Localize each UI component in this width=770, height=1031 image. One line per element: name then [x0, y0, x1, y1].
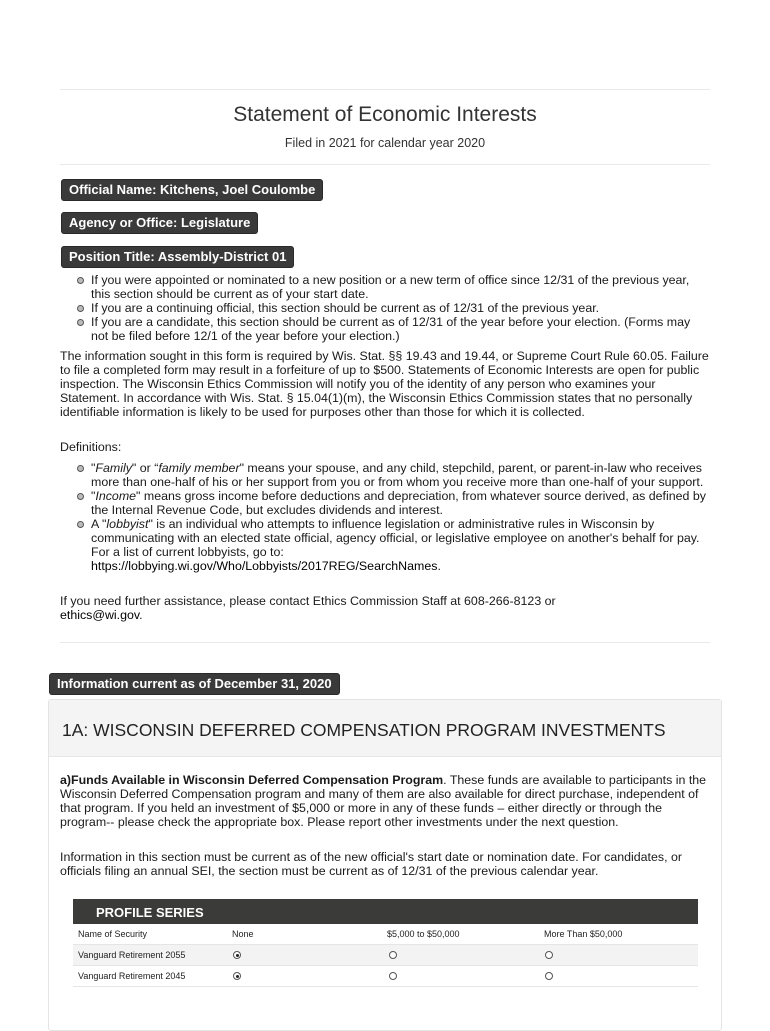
definition-income: "Income" means gross income before deductions and depreciation, from whatever source derived, as defined by the Internal Revenue Code, but excludes dividends and interest. — [60, 489, 710, 517]
currency-note: Information in this section must be current as of the new official's start date or nomination date. For candidates, or officials filing an annual SEI, the section must be current as of 12/31 of the previous calendar year. — [60, 850, 682, 878]
radio-5000-to-50000[interactable] — [389, 951, 397, 959]
definitions-list — [60, 461, 710, 573]
bullet-icon — [77, 493, 84, 500]
definitions-label: Definitions: — [60, 440, 122, 454]
radio-none[interactable] — [233, 972, 241, 980]
section-divider — [60, 642, 710, 643]
bullet-icon — [77, 305, 84, 312]
column-header: More Than $50,000 — [544, 929, 623, 939]
definition-lobbyist: A "lobbyist" is an individual who attempts to influence legislation or administrative rules in Wisconsin by communicating with an elected state official, agency official, or legislative employee on another's behalf for pay. For a list of current lobbyists, go to: https://lobbying.wi.gov/Who/Lobbyists/2017REG/SearchNames. — [60, 517, 710, 573]
bullet-icon — [77, 521, 84, 528]
radio-none[interactable] — [233, 951, 241, 959]
part-a-description: a)Funds Available in Wisconsin Deferred Compensation Program. These funds are available to participants in the Wisconsin Deferred Compensation program and many of them are also available for direct purchase, independent of that program. If you held an investment of $5,000 or more in any of these funds – either directly or through the program-- please check the appropriate box. Please report other investments under the next question. — [60, 773, 707, 829]
ethics-email-link[interactable]: ethics@wi.gov — [60, 608, 140, 622]
column-header: $5,000 to $50,000 — [387, 929, 460, 939]
list-item — [60, 301, 710, 315]
column-header: None — [232, 929, 254, 939]
top-divider — [60, 89, 710, 90]
term-family-member: family member — [158, 461, 240, 475]
info-current-tag: Information current as of December 31, 2020 — [50, 674, 339, 694]
section-1a-header — [49, 700, 721, 757]
assistance-note: If you need further assistance, please contact Ethics Commission Staff at 608-266-8123 or ethics@wi.gov. — [60, 594, 556, 622]
term-family: Family — [95, 461, 132, 475]
list-item — [60, 315, 710, 343]
bullet-icon — [77, 319, 84, 326]
legal-notice: The information sought in this form is required by Wis. Stat. §§ 19.43 and 19.44, or Supreme Court Rule 60.05. Failure to file a completed form may result in a forfeiture of up to $500. Statements of Economic Interests are open for public inspection. The Wisconsin Ethics Commission will notify you of the identity of any person who examines your Statement. In accordance with Wis. Stat. § 15.04(1)(m), the Wisconsin Ethics Commission states that no personally identifiable information is likely to be used for purposes other than those for which it is collected. — [60, 349, 709, 419]
radio-more-than-50000[interactable] — [545, 972, 553, 980]
currency-rules-list — [60, 273, 710, 343]
security-name: Vanguard Retirement 2045 — [78, 971, 186, 981]
radio-more-than-50000[interactable] — [545, 951, 553, 959]
agency-tag: Agency or Office: Legislature — [62, 213, 257, 233]
profile-series-table — [73, 899, 698, 987]
column-header: Name of Security — [78, 929, 148, 939]
table-header-row — [73, 924, 698, 945]
rule-text: If you were appointed or nominated to a new position or a new term of office since 12/31 of the previous year, this section should be current as of your start date. — [91, 273, 690, 301]
security-name: Vanguard Retirement 2055 — [78, 950, 186, 960]
table-row — [73, 966, 698, 987]
table-row — [73, 945, 698, 966]
position-tag: Position Title: Assembly-District 01 — [62, 247, 293, 267]
section-1a-heading: 1A: WISCONSIN DEFERRED COMPENSATION PROGRAM INVESTMENTS — [62, 720, 666, 740]
bullet-icon — [77, 465, 84, 472]
term-income: Income — [95, 489, 137, 503]
table-title: PROFILE SERIES — [73, 899, 698, 924]
official-name-tag: Official Name: Kitchens, Joel Coulombe — [62, 180, 322, 200]
radio-5000-to-50000[interactable] — [389, 972, 397, 980]
list-item — [60, 273, 710, 301]
lobbyist-list-link[interactable]: https://lobbying.wi.gov/Who/Lobbyists/2017REG/SearchNames — [91, 559, 438, 573]
header-divider — [60, 164, 710, 165]
part-a-title: a)Funds Available in Wisconsin Deferred Compensation Program — [60, 773, 444, 787]
definition-family: "Family" or “family member" means your spouse, and any child, stepchild, parent, or parent-in-law who receives more than one-half of his or her support from you or from whom you receive more than one-half of your support. — [60, 461, 710, 489]
document-title: Statement of Economic Interests — [233, 103, 537, 126]
rule-text: If you are a candidate, this section should be current as of 12/31 of the year before your election. (Forms may not be filed before 12/1 of the year before your election.) — [91, 315, 691, 343]
term-lobbyist: lobbyist — [106, 517, 149, 531]
rule-text: If you are a continuing official, this section should be current as of 12/31 of the previous year. — [91, 301, 600, 315]
document-subtitle: Filed in 2021 for calendar year 2020 — [284, 136, 486, 150]
bullet-icon — [77, 277, 84, 284]
